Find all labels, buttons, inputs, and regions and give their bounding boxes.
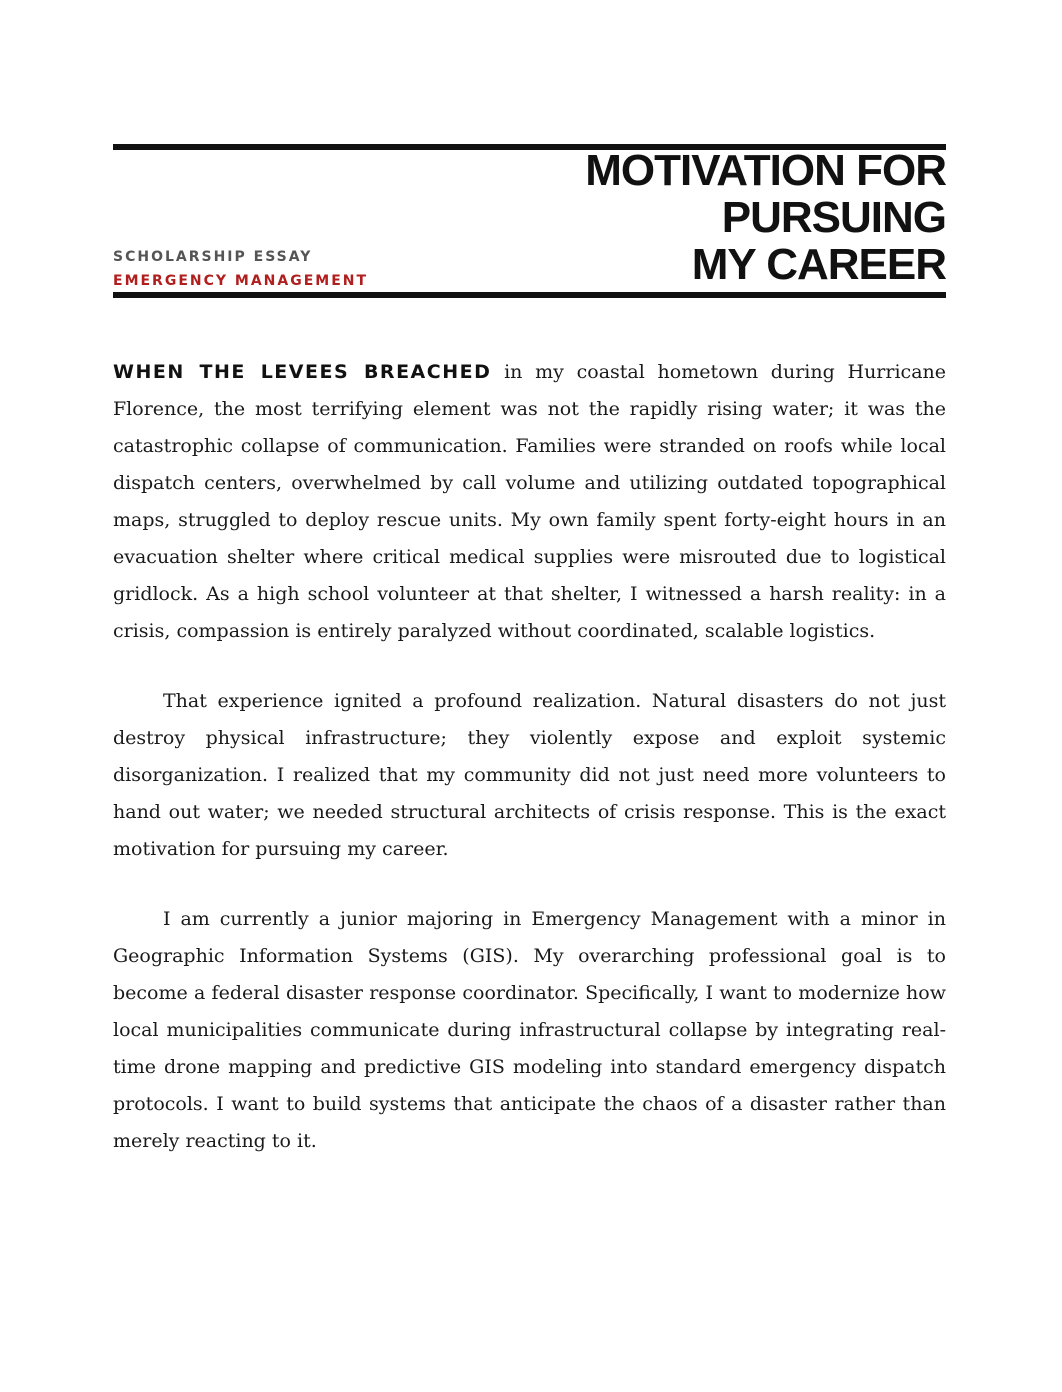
paragraph-1-text: in my coastal hometown during Hurricane Florence, the most terrifying element was not the rapidly rising water; it was the catastrophic collapse of communication. Families were stranded on roofs while local dispatch centers, overwhelmed by call volume and utilizing outdated topographical maps, struggled to deploy rescue units. My own family spent forty-eight hours in an evacuation shelter where critical medical supplies were misrouted due to logistical gridlock. As a high school volunteer at that shelter, I witnessed a harsh reality: in a crisis, compassion is entirely paralyzed without coordinated, scalable logistics. (113, 361, 946, 642)
document-type-label: SCHOLARSHIP ESSAY (113, 249, 313, 265)
paragraph-3: I am currently a junior majoring in Emergency Management with a minor in Geographic Information Systems (GIS). My overarching professional goal is to become a federal disaster response coordinator. Specifically, I want to modernize how local municipalities communicate during infrastructural collapse by integrating real-time drone mapping and predictive GIS modeling into standard emergency dispatch protocols. I want to build systems that anticipate the chaos of a disaster rather than merely reacting to it. (113, 908, 946, 1152)
paragraph-1 (113, 354, 946, 650)
header-labels (113, 245, 368, 293)
page-title (585, 147, 946, 288)
field-label: EMERGENCY MANAGEMENT (113, 273, 369, 289)
title-line-1: MOTIVATION FOR (585, 146, 946, 195)
lead-in-text: WHEN THE LEVEES BREACHED (113, 361, 492, 383)
essay-header (113, 144, 946, 299)
title-line-3: MY CAREER (691, 240, 946, 289)
header-bottom-rule (113, 292, 946, 298)
essay-page (113, 144, 946, 1152)
title-line-2: PURSUING (721, 193, 946, 242)
essay-body (113, 354, 946, 1193)
paragraph-2: That experience ignited a profound realization. Natural disasters do not just destroy physical infrastructure; they violently expose and exploit systemic disorganization. I realized that my community did not just need more volunteers to hand out water; we needed structural architects of crisis response. This is the exact motivation for pursuing my career. (113, 690, 946, 860)
